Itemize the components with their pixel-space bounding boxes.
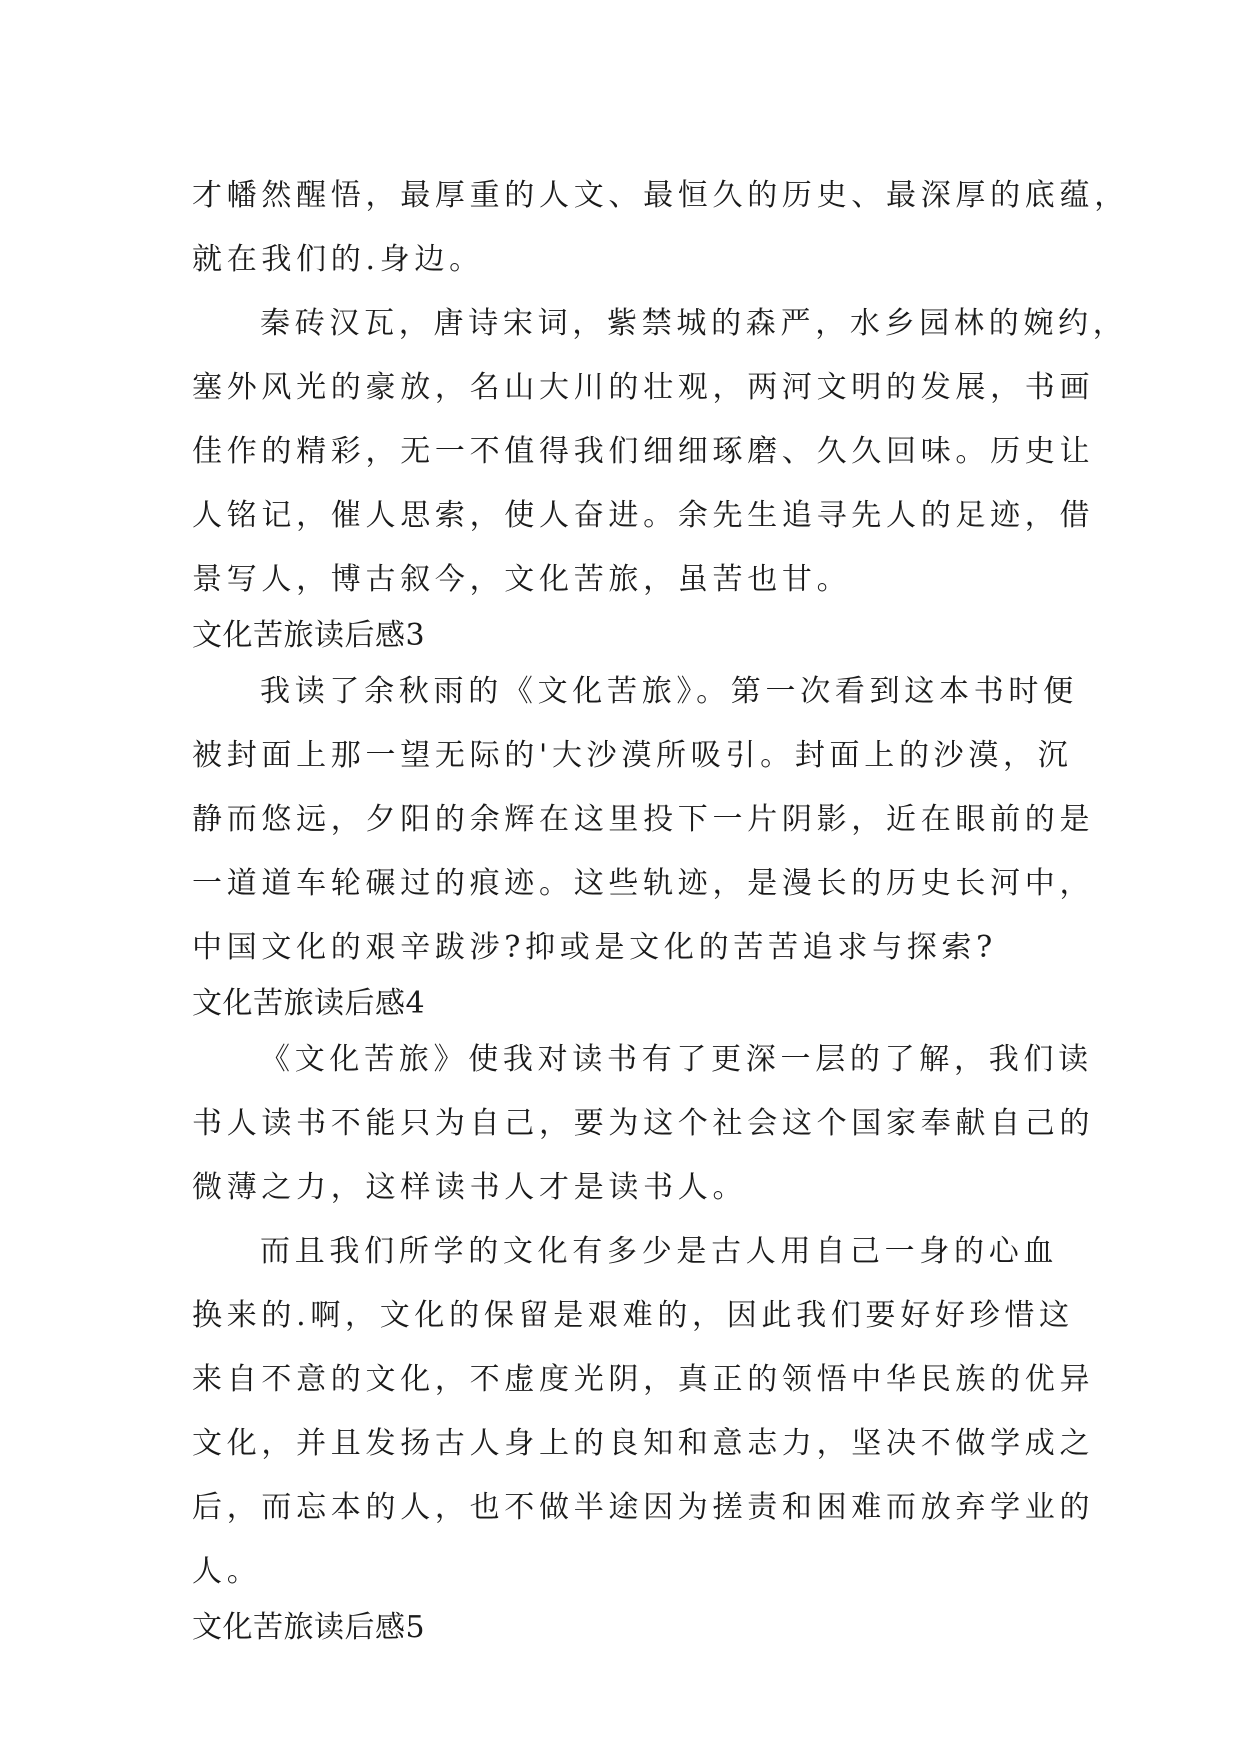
paragraph-line: 微薄之力，这样读书人才是读书人。 xyxy=(192,1170,748,1205)
paragraph-line: 秦砖汉瓦，唐诗宋词，紫禁城的森严，水乡园林的婉约， xyxy=(260,306,1128,341)
paragraph-line: 而且我们所学的文化有多少是古人用自己一身的心血 xyxy=(260,1234,1059,1269)
section-heading: 文化苦旅读后感5 xyxy=(192,1610,426,1645)
paragraph-line: 一道道车轮碾过的痕迹。这些轨迹，是漫长的历史长河中， xyxy=(192,866,1095,901)
section-heading: 文化苦旅读后感4 xyxy=(192,986,426,1021)
section-heading: 文化苦旅读后感3 xyxy=(192,618,426,653)
paragraph-line: 被封面上那一望无际的'大沙漠所吸引。封面上的沙漠，沉 xyxy=(192,738,1073,773)
paragraph-line: 佳作的精彩，无一不值得我们细细琢磨、久久回味。历史让 xyxy=(192,434,1095,469)
paragraph xyxy=(192,292,1128,612)
paragraph xyxy=(192,660,1095,980)
paragraph xyxy=(192,1028,1095,1220)
document-body xyxy=(192,164,1129,1652)
paragraph-line: 书人读书不能只为自己，要为这个社会这个国家奉献自己的 xyxy=(192,1106,1095,1141)
paragraph-line: 换来的.啊，文化的保留是艰难的，因此我们要好好珍惜这 xyxy=(192,1298,1074,1333)
paragraph-line: 静而悠远，夕阳的余辉在这里投下一片阴影，近在眼前的是 xyxy=(192,802,1095,837)
paragraph-line: 《文化苦旅》使我对读书有了更深一层的了解，我们读 xyxy=(260,1042,1093,1077)
paragraph-line: 景写人，博古叙今，文化苦旅，虽苦也甘。 xyxy=(192,562,852,597)
paragraph-line: 中国文化的艰辛跋涉?抑或是文化的苦苦追求与探索? xyxy=(192,930,997,965)
paragraph-line: 文化，并且发扬古人身上的良知和意志力，坚决不做学成之 xyxy=(192,1426,1095,1461)
paragraph xyxy=(192,164,1129,292)
paragraph-line: 后，而忘本的人，也不做半途因为搓责和困难而放弃学业的 xyxy=(192,1490,1095,1525)
paragraph-line: 塞外风光的豪放，名山大川的壮观，两河文明的发展，书画 xyxy=(192,370,1095,405)
paragraph-line: 人铭记，催人思索，使人奋进。余先生追寻先人的足迹，借 xyxy=(192,498,1095,533)
paragraph-line: 我读了余秋雨的《文化苦旅》。第一次看到这本书时便 xyxy=(260,674,1078,709)
paragraph-line: 人。 xyxy=(192,1554,262,1589)
paragraph xyxy=(192,1220,1095,1604)
paragraph-line: 来自不意的文化，不虚度光阴，真正的领悟中华民族的优异 xyxy=(192,1362,1095,1397)
paragraph-line: 就在我们的.身边。 xyxy=(192,242,484,277)
paragraph-line: 才幡然醒悟，最厚重的人文、最恒久的历史、最深厚的底蕴， xyxy=(192,178,1129,213)
